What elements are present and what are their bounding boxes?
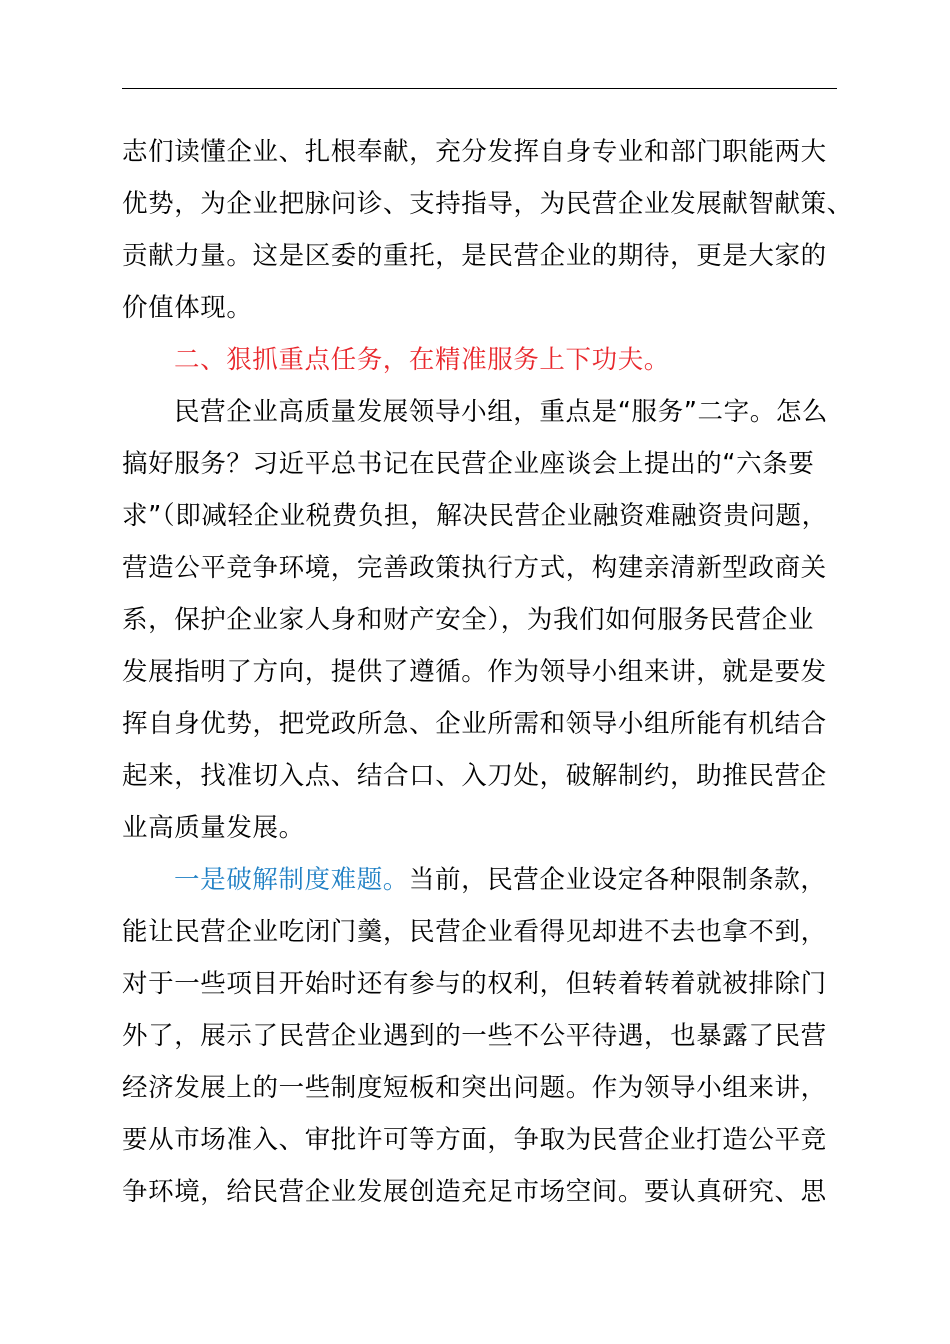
section-heading: 二、狠抓重点任务，在精准服务上下功夫。 [174,345,670,375]
paragraph-line: 能让民营企业吃闭门羹，民营企业看得见却进不去也拿不到， [122,917,827,947]
paragraph-line: 对于一些项目开始时还有参与的权利，但转着转着就被排除门 [122,969,827,999]
paragraph-line: 争环境，给民营企业发展创造充足市场空间。要认真研究、思 [122,1177,827,1207]
paragraph-line: 起来，找准切入点、结合口、入刀处，破解制约，助推民营企 [122,761,827,791]
paragraph-text: 当前，民营企业设定各种限制条款， [408,865,827,895]
paragraph-line: 要从市场准入、审批许可等方面，争取为民营企业打造公平竞 [122,1125,827,1155]
paragraph-line: 志们读懂企业、扎根奉献，充分发挥自身专业和部门职能两大 [122,137,827,167]
paragraph-line: 经济发展上的一些制度短板和突出问题。作为领导小组来讲， [122,1073,827,1103]
paragraph-line: 价值体现。 [122,293,253,323]
paragraph-line: 挥自身优势，把党政所急、企业所需和领导小组所能有机结合 [122,709,827,739]
paragraph-line: 营造公平竞争环境，完善政策执行方式，构建亲清新型政商关 [122,553,827,583]
paragraph-line: 民营企业高质量发展领导小组，重点是“服务”二字。怎么 [174,397,829,427]
header-rule [122,88,837,89]
paragraph-line: 发展指明了方向，提供了遵循。作为领导小组来讲，就是要发 [122,657,827,687]
paragraph-line [174,860,842,900]
subsection-heading: 一是破解制度难题。 [174,865,409,895]
paragraph-line: 系，保护企业家人身和财产安全），为我们如何服务民营企业 [122,605,814,635]
paragraph-line: 搞好服务？习近平总书记在民营企业座谈会上提出的“六条要 [122,449,815,479]
paragraph-line: 优势，为企业把脉问诊、支持指导，为民营企业发展献智献策、 [122,189,853,219]
paragraph-line: 外了，展示了民营企业遇到的一些不公平待遇，也暴露了民营 [122,1021,827,1051]
paragraph-line: 求”（即减轻企业税费负担，解决民营企业融资难融资贵问题， [122,501,828,531]
paragraph-line: 贡献力量。这是区委的重托，是民营企业的期待，更是大家的 [122,241,827,271]
paragraph-line: 业高质量发展。 [122,813,305,843]
